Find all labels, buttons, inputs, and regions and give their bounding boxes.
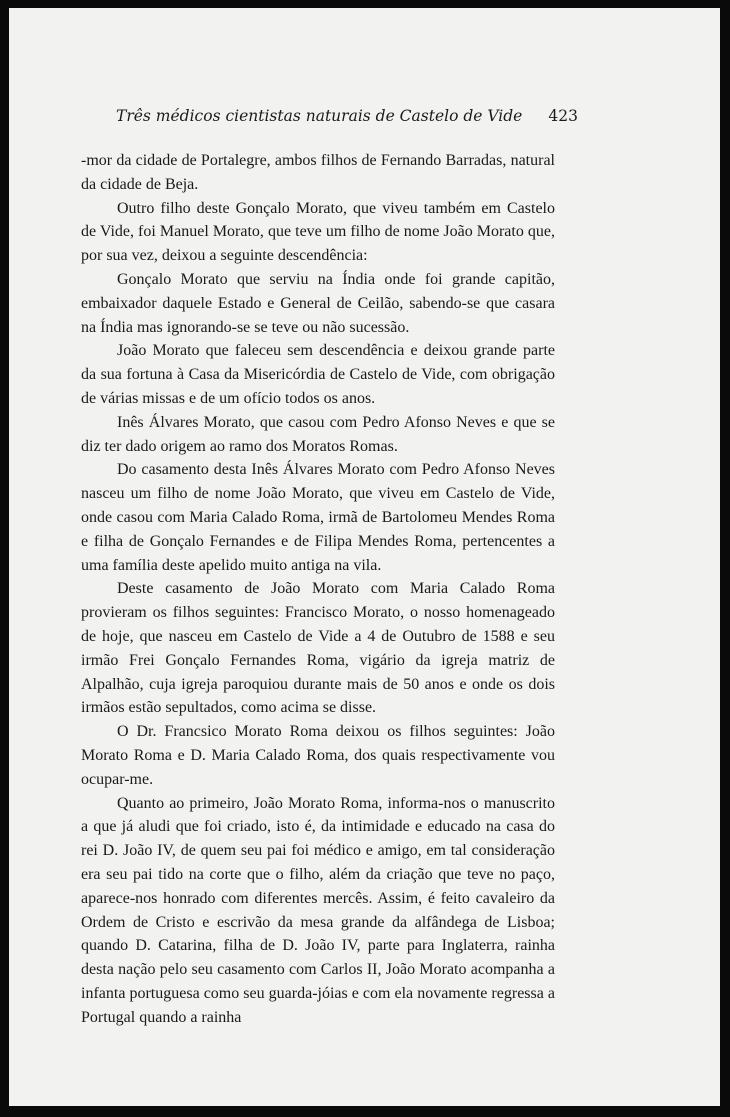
paragraph: Quanto ao primeiro, João Morato Roma, informa-nos o manuscrito a que já aludi que foi criado, isto é, da intimidade e educado na casa do rei D. João IV, de quem seu pai foi médico e amigo, em tal consideração era seu pai tido na corte que o filho, além da criação que teve no paço, aparece-nos honrado com diferentes mercês. Assim, é feito cavaleiro da Ordem de Cristo e escrivão da mesa grande da alfândega de Lisboa; quando D. Catarina, filha de D. João IV, parte para Inglaterra, rainha desta nação pelo seu casamento com Carlos II, João Morato acompanha a infanta portuguesa como seu guarda-jóias e com ela novamente regressa a Portugal quando a rainha [81,794,555,1026]
body-text [81,149,555,1029]
paragraph: O Dr. Francsico Morato Roma deixou os filhos seguintes: João Morato Roma e D. Maria Calado Roma, dos quais respectivamente vou ocupar-me. [81,723,555,788]
paragraph: Outro filho deste Gonçalo Morato, que viveu também em Castelo de Vide, foi Manuel Morato, que teve um filho de nome João Morato que, por sua vez, deixou a seguinte descendência: [81,199,555,265]
document-page [9,8,720,1106]
paragraph: -mor da cidade de Portalegre, ambos filhos de Fernando Barradas, natural da cidade de Beja. [81,152,555,193]
page-number: 423 [548,107,578,125]
paragraph: Deste casamento de João Morato com Maria Calado Roma provieram os filhos seguintes: Francisco Morato, o nosso homenageado de hoje, que nasceu em Castelo de Vide a 4 de Outubro de 1588 e seu irmão Frei Gonçalo Fernandes Roma, vigário da igreja matriz de Alpalhão, cuja igreja paroquiou durante mais de 50 anos e onde os dois irmãos estão sepultados, como acima se disse. [81,580,555,717]
running-title: Três médicos cientistas naturais de Castelo de Vide [116,107,523,125]
paragraph: Inês Álvares Morato, que casou com Pedro Afonso Neves e que se diz ter dado origem ao ramo dos Moratos Romas. [81,413,555,455]
paragraph: Gonçalo Morato que serviu na Índia onde foi grande capitão, embaixador daquele Estado e General de Ceilão, sabendo-se que casara na Índia mas ignorando-se se teve ou não sucessão. [81,270,555,336]
paragraph: Do casamento desta Inês Álvares Morato com Pedro Afonso Neves nasceu um filho de nome João Morato, que viveu em Castelo de Vide, onde casou com Maria Calado Roma, irmã de Bartolomeu Mendes Roma e filha de Gonçalo Fernandes e de Filipa Mendes Roma, pertencentes a uma família deste apelido muito antiga na vila. [81,461,555,574]
paragraph: João Morato que faleceu sem descendência e deixou grande parte da sua fortuna à Casa da Misericórdia de Castelo de Vide, com obrigação de várias missas e de um ofício todos os anos. [81,342,555,407]
